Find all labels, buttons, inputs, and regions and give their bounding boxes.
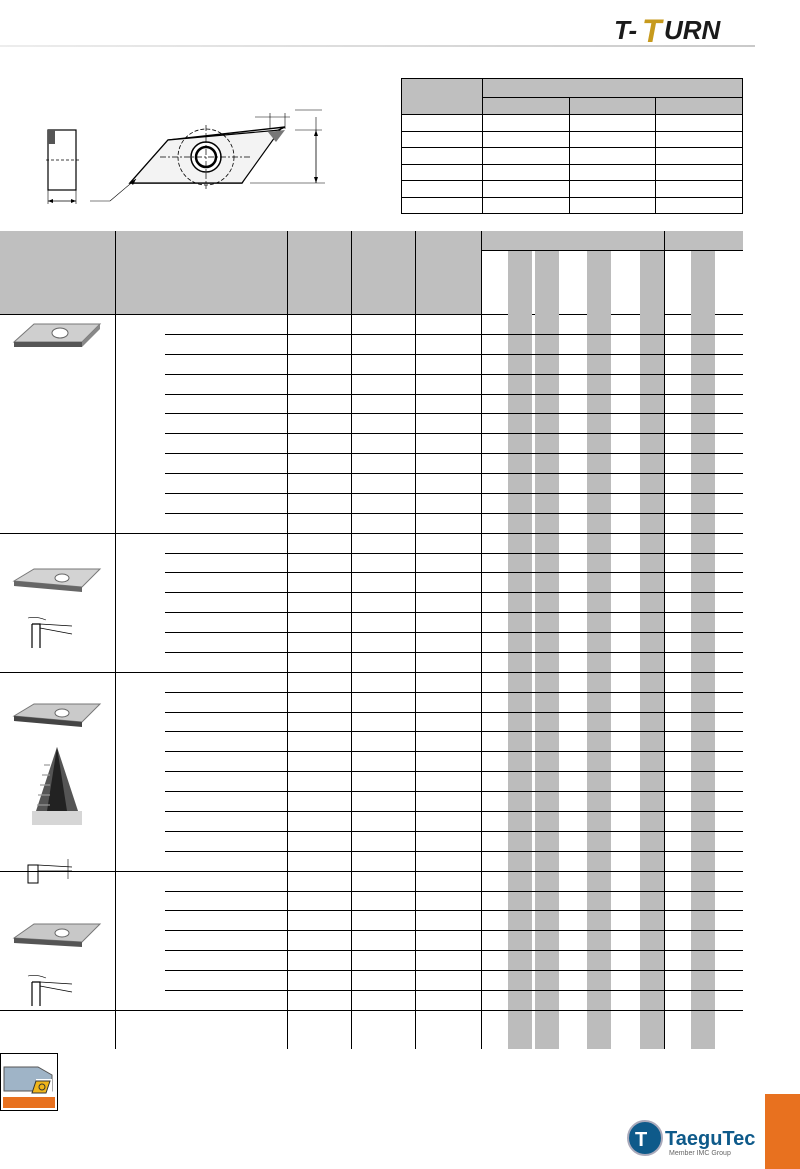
insert-photo (12, 565, 102, 595)
table-row-line (165, 712, 743, 713)
table-row-line (165, 990, 743, 991)
table-row-line (0, 871, 743, 872)
table-row-line (165, 413, 743, 414)
table-row-line (165, 831, 743, 832)
table-row-line (0, 1010, 743, 1011)
insert-photo (12, 320, 102, 350)
brand-logo (612, 12, 757, 46)
t-turn-logo (612, 12, 757, 46)
table-row-line (165, 433, 743, 434)
table-row-line (165, 771, 743, 772)
taegutec-logo (627, 1112, 762, 1164)
table-row-line (165, 493, 743, 494)
svg-text:URN: URN (664, 15, 721, 45)
table-row-line (165, 473, 743, 474)
insert-photo (12, 920, 102, 950)
spec-header-cell (483, 79, 743, 98)
table-row-line (165, 791, 743, 792)
table-row-line (165, 851, 743, 852)
table-row-line (165, 453, 743, 454)
svg-text:T-: T- (614, 15, 638, 45)
table-row-line (165, 394, 743, 395)
insert-photo (12, 700, 102, 730)
table-row-line (165, 513, 743, 514)
table-row-line (0, 533, 743, 534)
svg-text:T: T (635, 1129, 648, 1151)
table-row-line (165, 811, 743, 812)
table-row-line (165, 632, 743, 633)
table-row-line (165, 592, 743, 593)
dimension-table (401, 78, 743, 214)
table-row-line (165, 572, 743, 573)
spec-header-cell (483, 98, 570, 115)
column-divider (415, 231, 416, 1049)
table-row-line (165, 553, 743, 554)
svg-text:T: T (642, 13, 662, 46)
table-row-line (165, 612, 743, 613)
chipbreaker-profile-icon (22, 972, 82, 1008)
table-row-line (165, 692, 743, 693)
table-row-line (0, 672, 743, 673)
chipbreaker-profile-icon (24, 855, 79, 885)
column-divider (481, 231, 482, 1049)
table-row-line (165, 334, 743, 335)
spec-header-cell (402, 79, 483, 115)
turning-application-icon (0, 1053, 58, 1111)
section-tab (765, 1094, 800, 1169)
table-row-line (165, 950, 743, 951)
spec-header-cell (569, 98, 656, 115)
table-row-line (165, 910, 743, 911)
table-row-line (165, 731, 743, 732)
column-divider (664, 231, 665, 1049)
column-divider (287, 231, 288, 1049)
insert-tip-closeup (32, 745, 82, 825)
column-divider (351, 231, 352, 1049)
table-row-line (165, 652, 743, 653)
table-row-line (165, 751, 743, 752)
svg-text:Member IMC Group: Member IMC Group (669, 1150, 731, 1157)
chipbreaker-profile-icon (22, 614, 82, 650)
table-row-line (165, 374, 743, 375)
table-row-line (165, 930, 743, 931)
svg-text:TaeguTec: TaeguTec (665, 1128, 756, 1150)
table-row-line (165, 891, 743, 892)
table-row-line (165, 354, 743, 355)
table-row-line (165, 970, 743, 971)
insert-drawing (40, 105, 340, 210)
spec-header-cell (656, 98, 743, 115)
grades-table (0, 231, 743, 1049)
column-divider (115, 231, 116, 1049)
